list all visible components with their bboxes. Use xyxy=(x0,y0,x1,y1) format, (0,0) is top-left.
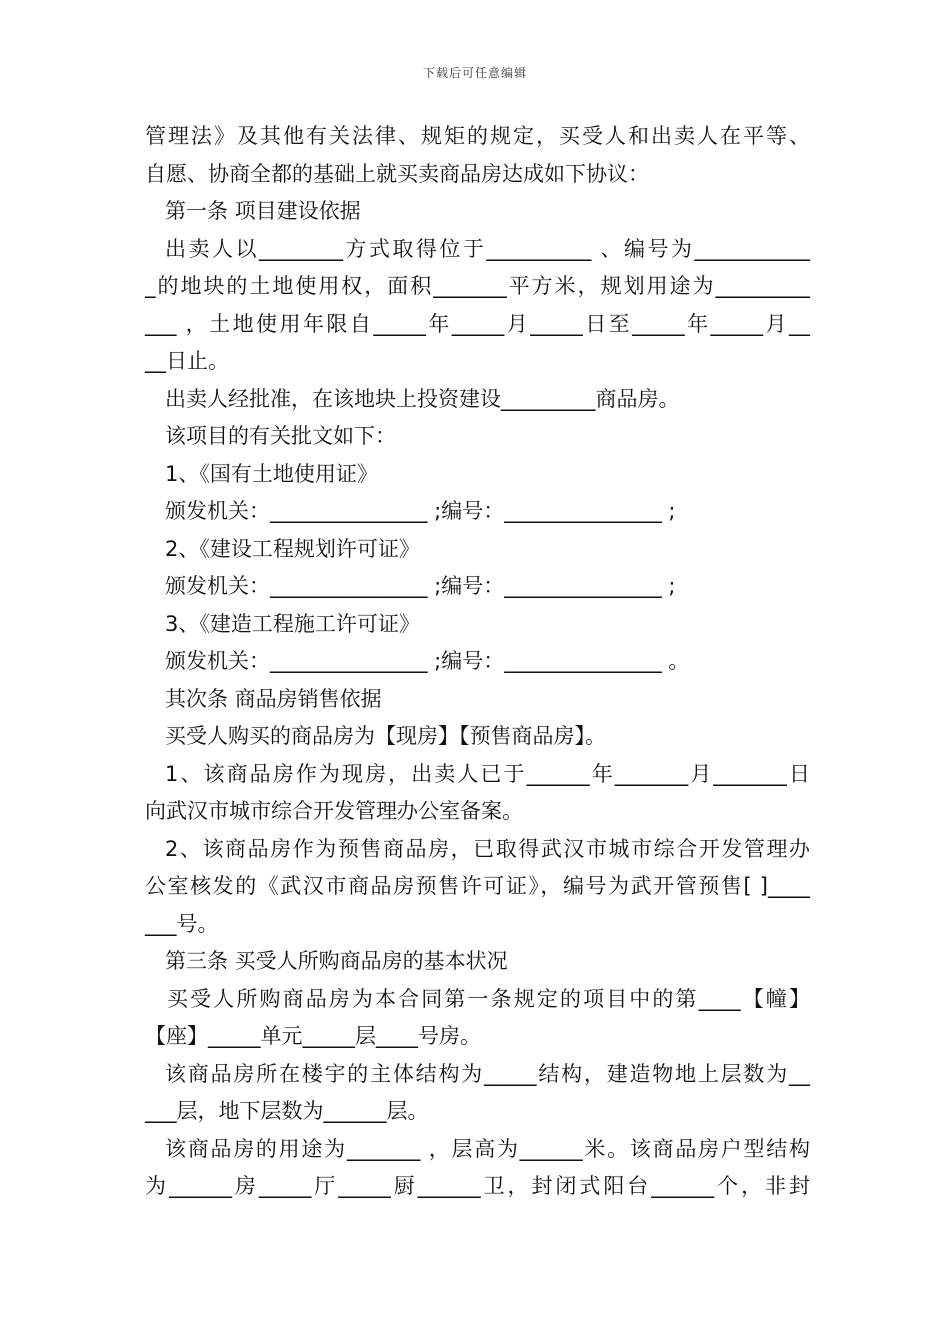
body-line: 1、该商品房作为现房，出卖人已于______年_______月_______日 xyxy=(165,761,810,786)
body-line: 2、该商品房作为预售商品房，已取得武汉市城市综合开发管理办 xyxy=(165,836,810,861)
body-line: 买受人所购商品房为本合同第一条规定的项目中的第____【幢】 xyxy=(167,986,810,1011)
article-heading: 第三条 买受人所购商品房的基本状况 xyxy=(165,949,508,973)
body-line: 颁发机关：_______________ ;编号：_______________ ; xyxy=(165,574,676,598)
body-line: 颁发机关：_______________ ;编号：_______________ ; xyxy=(165,499,676,523)
list-item: 2、《建设工程规划许可证》 xyxy=(165,536,420,561)
body-line: 出卖人经批准，在该地块上投资建设_________商品房。 xyxy=(165,386,680,411)
body-line: _的地块的土地使用权，面积_______平方米，规划用途为_________ xyxy=(145,274,810,298)
page-header: 下载后可任意编辑 xyxy=(422,66,527,80)
body-line: 买受人购买的商品房为【现房】【预售商品房】。 xyxy=(165,724,606,748)
document-body xyxy=(145,118,810,1206)
body-line: 自愿、协商全都的基础上就买卖商品房达成如下协议： xyxy=(145,161,649,186)
list-item: 1、《国有土地使用证》 xyxy=(165,461,378,486)
body-line: ___ ，土地使用年限自_____年_____月_____日至_____年_____月__ xyxy=(145,311,810,336)
body-line: 该项目的有关批文如下： xyxy=(165,424,396,448)
body-line: 该商品房的用途为_______ ，层高为______米。该商品房户型结构 xyxy=(165,1136,810,1161)
body-line: 公室核发的《武汉市商品房预售许可证》，编号为武开管预售[ ]____ xyxy=(145,874,810,898)
article-heading: 其次条 商品房销售依据 xyxy=(165,686,382,711)
body-line: ___层，地下层数为______层。 xyxy=(145,1099,429,1123)
body-line: ___号。 xyxy=(145,911,219,936)
body-line: 向武汉市城市综合开发管理办公室备案。 xyxy=(145,799,523,823)
body-line: 【座】_____单元_____层____号房。 xyxy=(145,1024,481,1048)
body-line: 管理法》及其他有关法律、规矩的规定，买受人和出卖人在平等、 xyxy=(145,124,810,148)
body-line: 出卖人以________方式取得位于__________ 、编号为___________ xyxy=(165,236,810,261)
article-heading: 第一条 项目建设依据 xyxy=(165,199,361,223)
body-line: __日止。 xyxy=(145,349,229,373)
body-line: 为______房_____厅_____厨______卫，封闭式阳台______个，非封 xyxy=(145,1174,810,1198)
body-line: 该商品房所在楼宇的主体结构为_____结构，建造物地上层数为__ xyxy=(165,1061,810,1086)
body-line: 颁发机关：_______________ ;编号：_______________ 。 xyxy=(165,649,690,673)
list-item: 3、《建造工程施工许可证》 xyxy=(165,611,420,636)
